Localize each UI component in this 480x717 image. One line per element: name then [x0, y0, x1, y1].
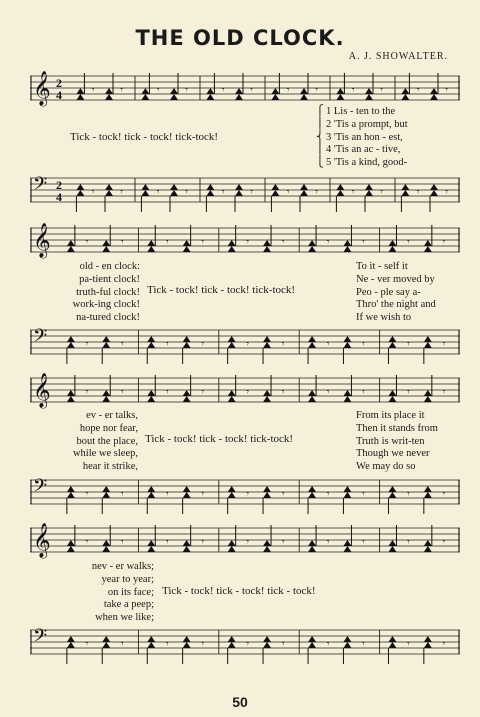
svg-text:𝄾: 𝄾 [442, 537, 446, 548]
svg-text:𝄾: 𝄾 [120, 187, 123, 198]
treble-staff [30, 522, 460, 562]
svg-text:𝄾: 𝄾 [286, 187, 290, 198]
svg-text:𝄞: 𝄞 [33, 71, 51, 106]
svg-text:𝄾: 𝄾 [281, 237, 285, 248]
svg-text:𝄾: 𝄾 [201, 237, 204, 248]
svg-text:4: 4 [56, 88, 62, 102]
svg-text:𝄾: 𝄾 [326, 639, 330, 650]
svg-text:𝄾: 𝄾 [120, 537, 124, 548]
svg-text:𝄾: 𝄾 [165, 237, 169, 248]
svg-text:2: 2 [56, 76, 62, 90]
svg-text:𝄾: 𝄾 [286, 85, 290, 96]
svg-text:𝄾: 𝄾 [315, 85, 318, 96]
svg-text:𝄾: 𝄾 [85, 387, 89, 398]
svg-text:𝄾: 𝄾 [246, 339, 250, 350]
verse-block-left: nev - er walks; year to year; on its face; take a peep; when we like; [91, 561, 154, 624]
svg-text:𝄾: 𝄾 [326, 237, 330, 248]
svg-text:𝄾: 𝄾 [156, 187, 160, 198]
treble-staff [30, 222, 460, 262]
bass-staff [30, 474, 460, 514]
svg-text:𝄾: 𝄾 [246, 489, 250, 500]
svg-text:𝄾: 𝄾 [407, 237, 410, 248]
svg-text:𝄾: 𝄾 [201, 387, 204, 398]
svg-text:𝄾: 𝄾 [315, 187, 318, 198]
song-title: THE OLD CLOCK. [135, 26, 345, 50]
svg-text:𝄾: 𝄾 [221, 187, 225, 198]
svg-text:𝄾: 𝄾 [326, 537, 330, 548]
lyric-refrain: Tick - tock! tick - tock! tick-tock! [145, 433, 294, 445]
bass-staff [30, 172, 460, 212]
svg-text:𝄾: 𝄾 [185, 187, 188, 198]
svg-text:𝄾: 𝄾 [362, 237, 365, 248]
svg-text:𝄞: 𝄞 [33, 523, 51, 558]
svg-text:𝄾: 𝄾 [120, 489, 124, 500]
svg-text:𝄾: 𝄾 [445, 187, 448, 198]
svg-text:𝄾: 𝄾 [201, 537, 204, 548]
svg-text:𝄾: 𝄾 [362, 639, 365, 650]
svg-text:𝄾: 𝄾 [281, 537, 285, 548]
treble-staff [30, 70, 460, 110]
svg-text:𝄾: 𝄾 [281, 639, 285, 650]
svg-text:𝄾: 𝄾 [120, 339, 124, 350]
svg-text:𝄾: 𝄾 [120, 639, 124, 650]
svg-text:𝄾: 𝄾 [416, 85, 420, 96]
svg-text:𝄾: 𝄾 [165, 537, 169, 548]
svg-text:𝄾: 𝄾 [250, 187, 253, 198]
bass-staff [30, 324, 460, 364]
svg-text:𝄢: 𝄢 [33, 476, 48, 501]
lyric-refrain: Tick - tock! tick - tock! tick-tock! [147, 284, 296, 296]
svg-text:𝄾: 𝄾 [165, 387, 169, 398]
svg-text:𝄾: 𝄾 [442, 639, 446, 650]
svg-text:𝄾: 𝄾 [407, 387, 410, 398]
svg-text:𝄾: 𝄾 [246, 387, 250, 398]
svg-text:𝄾: 𝄾 [120, 85, 123, 96]
verse-block: ⎧ 1 Lis - ten to the ⎪ 2 'Tis a prompt, but ⎨ 3 'Tis an hon - est, ⎪ 4 'Tis an ac - tive, ⎩ 5 'Tis a kind, good- [316, 106, 408, 169]
verse-block-left: old - en clock: pa-tient clock! truth-ful clock! work-ing clock! na-tured clock! [72, 261, 140, 324]
bass-staff [30, 624, 460, 664]
svg-text:𝄾: 𝄾 [85, 639, 89, 650]
svg-text:𝄾: 𝄾 [362, 387, 365, 398]
svg-text:𝄾: 𝄾 [281, 339, 285, 350]
svg-text:𝄾: 𝄾 [380, 85, 383, 96]
svg-text:𝄾: 𝄾 [351, 187, 355, 198]
svg-text:𝄞: 𝄞 [33, 223, 51, 258]
verse-block-right: To it - self it Ne - ver moved by Peo - ple say a- Thro' the night and If we wish to [356, 261, 436, 324]
verse-block-left: ev - er talks, hope nor fear, bout the place, while we sleep, hear it strike, [72, 410, 138, 473]
svg-text:𝄾: 𝄾 [201, 489, 204, 500]
svg-text:𝄾: 𝄾 [445, 85, 448, 96]
svg-text:𝄾: 𝄾 [246, 237, 250, 248]
svg-text:𝄾: 𝄾 [250, 85, 253, 96]
svg-text:𝄾: 𝄾 [201, 339, 204, 350]
composer: A. J. SHOWALTER. [348, 51, 448, 62]
svg-text:𝄢: 𝄢 [33, 326, 48, 351]
svg-text:𝄾: 𝄾 [442, 489, 446, 500]
svg-text:𝄾: 𝄾 [165, 489, 169, 500]
svg-text:𝄾: 𝄾 [281, 489, 285, 500]
svg-text:𝄾: 𝄾 [281, 387, 285, 398]
svg-text:2: 2 [56, 178, 62, 192]
svg-text:𝄢: 𝄢 [33, 626, 48, 651]
svg-text:𝄾: 𝄾 [407, 639, 410, 650]
svg-text:𝄾: 𝄾 [380, 187, 383, 198]
svg-text:𝄾: 𝄾 [326, 387, 330, 398]
svg-text:𝄾: 𝄾 [351, 85, 355, 96]
svg-text:𝄾: 𝄾 [85, 339, 89, 350]
svg-text:𝄾: 𝄾 [442, 387, 446, 398]
svg-text:𝄾: 𝄾 [246, 639, 250, 650]
svg-text:𝄾: 𝄾 [362, 537, 365, 548]
svg-text:𝄾: 𝄾 [91, 187, 95, 198]
lyric-line: Tick - tock! tick - tock! tick-tock! [70, 131, 219, 143]
svg-text:𝄾: 𝄾 [221, 85, 225, 96]
svg-text:4: 4 [56, 190, 62, 204]
svg-text:𝄾: 𝄾 [185, 85, 188, 96]
svg-text:𝄾: 𝄾 [120, 387, 124, 398]
svg-text:𝄾: 𝄾 [326, 489, 330, 500]
svg-text:𝄾: 𝄾 [442, 339, 446, 350]
svg-text:𝄾: 𝄾 [91, 85, 95, 96]
svg-text:𝄾: 𝄾 [85, 237, 89, 248]
page-number: 50 [232, 694, 248, 710]
verse-block-right: From its place it Then it stands from Truth is writ-ten Though we never We may do so [356, 410, 438, 473]
svg-text:𝄾: 𝄾 [326, 339, 330, 350]
svg-text:𝄢: 𝄢 [33, 174, 48, 199]
svg-text:𝄾: 𝄾 [85, 537, 89, 548]
svg-text:𝄾: 𝄾 [246, 537, 250, 548]
svg-text:𝄾: 𝄾 [407, 339, 410, 350]
svg-text:𝄾: 𝄾 [156, 85, 160, 96]
svg-text:𝄾: 𝄾 [442, 237, 446, 248]
svg-text:𝄾: 𝄾 [407, 537, 410, 548]
svg-text:𝄾: 𝄾 [407, 489, 410, 500]
svg-text:𝄾: 𝄾 [165, 639, 169, 650]
svg-text:𝄾: 𝄾 [85, 489, 89, 500]
svg-text:𝄾: 𝄾 [120, 237, 124, 248]
svg-text:𝄾: 𝄾 [362, 339, 365, 350]
lyric-refrain: Tick - tock! tick - tock! tick - tock! [162, 585, 316, 597]
svg-text:𝄾: 𝄾 [362, 489, 365, 500]
svg-text:𝄾: 𝄾 [201, 639, 204, 650]
svg-text:𝄾: 𝄾 [165, 339, 169, 350]
treble-staff [30, 372, 460, 412]
svg-text:𝄾: 𝄾 [416, 187, 420, 198]
svg-text:𝄞: 𝄞 [33, 373, 51, 408]
